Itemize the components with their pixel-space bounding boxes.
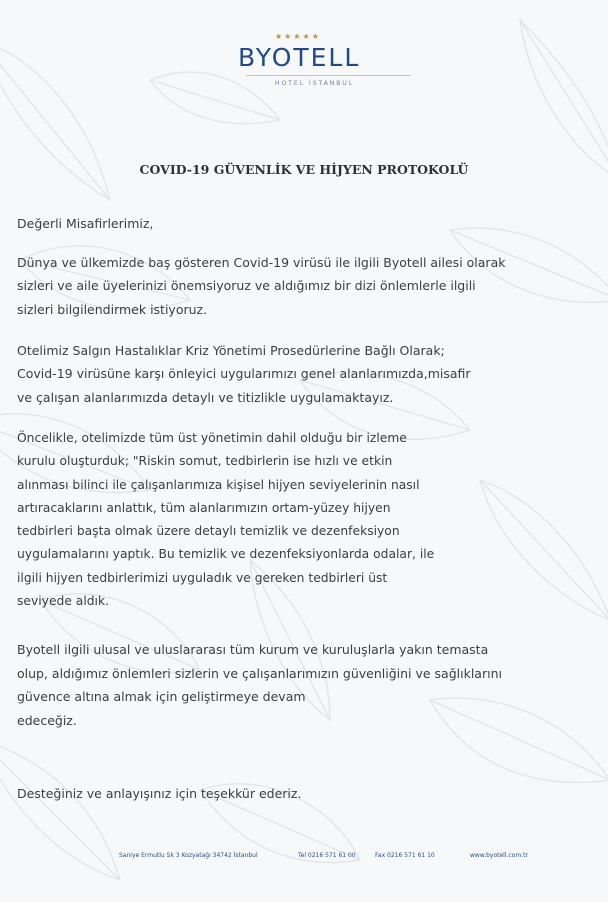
paragraph-2 xyxy=(17,339,471,409)
paragraph-line: edeceğiz. xyxy=(17,712,77,728)
footer-website: www.byotell.com.tr xyxy=(470,852,528,859)
paragraph-4 xyxy=(17,638,502,732)
logo-divider xyxy=(246,75,411,76)
paragraph-line: seviyede aldık. xyxy=(17,594,109,609)
paragraph-line: artıracaklarını anlattık, tüm alanlarımızın ortam-yüzey hijyen xyxy=(17,500,391,515)
closing-line: Desteğiniz ve anlayışınız için teşekkür ederiz. xyxy=(17,786,302,801)
paragraph-line: ve çalışan alanlarımızda detaylı ve titizlikle uygulamaktayız. xyxy=(17,389,394,405)
paragraph-line: uygulamalarını yaptık. Bu temizlik ve dezenfeksiyonlarda odalar, ile xyxy=(17,547,435,562)
paragraph-line: Byotell ilgili ulusal ve uluslararası tüm kurum ve kuruluşlarla yakın temasta xyxy=(17,642,489,657)
paragraph-line: Dünya ve ülkemizde baş gösteren Covid-19 virüsü ile ilgili Byotell ailesi olarak xyxy=(17,255,506,270)
brand-name: BYOTELL xyxy=(238,43,361,72)
paragraph-line: Öncelikle, otelimizde tüm üst yönetimin dahil olduğu bir izleme xyxy=(17,431,407,445)
footer-fax: Fax 0216 571 61 10 xyxy=(375,852,435,859)
paragraph-3 xyxy=(17,427,434,613)
paragraph-line: tedbirleri başta olmak üzere detaylı temizlik ve dezenfeksiyon xyxy=(17,524,400,539)
paragraph-line: Otelimiz Salgın Hastalıklar Kriz Yönetimi Prosedürlerine Bağlı Olarak; xyxy=(17,343,445,358)
paragraph-line: sizleri ve aile üyelerinizi önemsiyoruz ve aldığımız bir dizi önlemlerle ilgili xyxy=(17,278,476,294)
paragraph-line: kurulu oluşturduk; "Riskin somut, tedbirlerin ise hızlı ve etkin xyxy=(17,454,393,469)
paragraph-line: alınması bilinci ile çalışanlarımıza kişisel hijyen seviyelerinin nasıl xyxy=(17,477,420,492)
paragraph-1 xyxy=(17,251,505,321)
document-title: COVID-19 GÜVENLİK VE HİJYEN PROTOKOLÜ xyxy=(139,162,469,177)
paragraph-line: güvence altına almak için geliştirmeye devam xyxy=(17,689,306,704)
salutation: Değerli Misafirlerimiz, xyxy=(17,216,154,231)
footer-phone: Tel 0216 571 61 00 xyxy=(298,852,356,859)
paragraph-line: olup, aldığımız önlemleri sizlerin ve çalışanlarımızın güvenliğini ve sağlıklarını xyxy=(17,665,502,681)
paragraph-line: ilgili hijyen tedbirlerimizi uyguladık ve gereken tedbirleri üst xyxy=(17,570,388,585)
rating-stars: ★★★★★ xyxy=(275,32,321,41)
paragraph-line: sizleri bilgilendirmek istiyoruz. xyxy=(17,301,208,317)
paragraph-line: Covid-19 virüsüne karşı önleyici uygularımızı genel alanlarımızda,misafir xyxy=(17,366,471,382)
footer-address: Saniye Ermutlu Sk 3 Kozyatağı 34742 İstanbul xyxy=(119,852,258,859)
brand-subtitle: HOTEL İSTANBUL xyxy=(275,80,355,87)
